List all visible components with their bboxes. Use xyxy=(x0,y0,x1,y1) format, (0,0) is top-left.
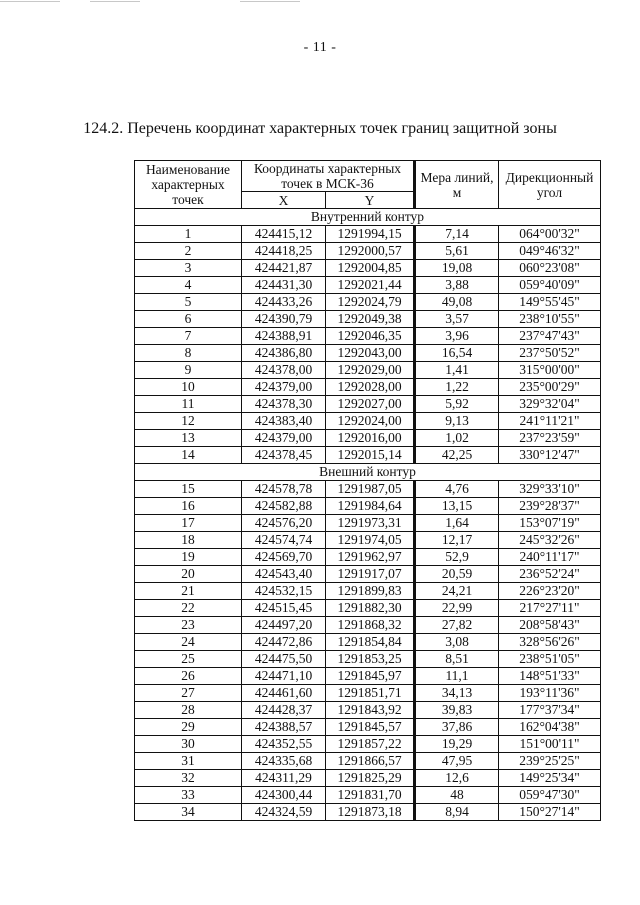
header-point-name: Наименование характерных точек xyxy=(135,161,242,209)
coord-y-cell: 1291973,31 xyxy=(326,515,415,532)
line-length-cell: 19,08 xyxy=(415,260,499,277)
table-row xyxy=(135,532,601,549)
coord-x-cell: 424390,79 xyxy=(242,311,326,328)
line-length-cell: 12,6 xyxy=(415,770,499,787)
direction-angle-cell: 328°56'26" xyxy=(499,634,601,651)
coordinates-table xyxy=(134,160,601,821)
table-row xyxy=(135,685,601,702)
point-number-cell: 1 xyxy=(135,226,242,243)
direction-angle-cell: 149°25'34" xyxy=(499,770,601,787)
table-row xyxy=(135,430,601,447)
point-number-cell: 31 xyxy=(135,753,242,770)
section-label: Внешний контур xyxy=(135,464,601,481)
coord-x-cell: 424578,78 xyxy=(242,481,326,498)
line-length-cell: 9,13 xyxy=(415,413,499,430)
coord-x-cell: 424475,50 xyxy=(242,651,326,668)
section-row xyxy=(135,464,601,481)
direction-angle-cell: 177°37'34" xyxy=(499,702,601,719)
table-row xyxy=(135,481,601,498)
point-number-cell: 13 xyxy=(135,430,242,447)
coord-x-cell: 424379,00 xyxy=(242,430,326,447)
coord-x-cell: 424324,59 xyxy=(242,804,326,821)
point-number-cell: 2 xyxy=(135,243,242,260)
coord-y-cell: 1291962,97 xyxy=(326,549,415,566)
table-row xyxy=(135,634,601,651)
table-row xyxy=(135,379,601,396)
point-number-cell: 12 xyxy=(135,413,242,430)
coord-x-cell: 424461,60 xyxy=(242,685,326,702)
coord-x-cell: 424543,40 xyxy=(242,566,326,583)
header-direction-angle: Дирекционный угол xyxy=(499,161,601,209)
point-number-cell: 25 xyxy=(135,651,242,668)
coord-x-cell: 424388,91 xyxy=(242,328,326,345)
coord-x-cell: 424386,80 xyxy=(242,345,326,362)
direction-angle-cell: 148°51'33" xyxy=(499,668,601,685)
line-length-cell: 7,14 xyxy=(415,226,499,243)
direction-angle-cell: 150°27'14" xyxy=(499,804,601,821)
coord-x-cell: 424515,45 xyxy=(242,600,326,617)
point-number-cell: 21 xyxy=(135,583,242,600)
coord-y-cell: 1291857,22 xyxy=(326,736,415,753)
line-length-cell: 5,61 xyxy=(415,243,499,260)
line-length-cell: 12,17 xyxy=(415,532,499,549)
table-row xyxy=(135,498,601,515)
coord-y-cell: 1292043,00 xyxy=(326,345,415,362)
coord-x-cell: 424378,00 xyxy=(242,362,326,379)
line-length-cell: 20,59 xyxy=(415,566,499,583)
direction-angle-cell: 245°32'26" xyxy=(499,532,601,549)
direction-angle-cell: 330°12'47" xyxy=(499,447,601,464)
direction-angle-cell: 329°33'10" xyxy=(499,481,601,498)
coord-x-cell: 424379,00 xyxy=(242,379,326,396)
coord-y-cell: 1291994,15 xyxy=(326,226,415,243)
direction-angle-cell: 151°00'11" xyxy=(499,736,601,753)
point-number-cell: 30 xyxy=(135,736,242,753)
table-row xyxy=(135,345,601,362)
coord-y-cell: 1291868,32 xyxy=(326,617,415,634)
coord-y-cell: 1291825,29 xyxy=(326,770,415,787)
coord-y-cell: 1292027,00 xyxy=(326,396,415,413)
coord-y-cell: 1292024,00 xyxy=(326,413,415,430)
coord-y-cell: 1291843,92 xyxy=(326,702,415,719)
line-length-cell: 16,54 xyxy=(415,345,499,362)
line-length-cell: 1,41 xyxy=(415,362,499,379)
table-row xyxy=(135,600,601,617)
point-number-cell: 34 xyxy=(135,804,242,821)
table-row xyxy=(135,583,601,600)
table-row xyxy=(135,787,601,804)
point-number-cell: 22 xyxy=(135,600,242,617)
table-row xyxy=(135,311,601,328)
direction-angle-cell: 239°28'37" xyxy=(499,498,601,515)
point-number-cell: 10 xyxy=(135,379,242,396)
coord-y-cell: 1292024,79 xyxy=(326,294,415,311)
table-row xyxy=(135,328,601,345)
coord-x-cell: 424418,25 xyxy=(242,243,326,260)
line-length-cell: 37,86 xyxy=(415,719,499,736)
coord-x-cell: 424582,88 xyxy=(242,498,326,515)
line-length-cell: 3,08 xyxy=(415,634,499,651)
coord-y-cell: 1291987,05 xyxy=(326,481,415,498)
point-number-cell: 27 xyxy=(135,685,242,702)
line-length-cell: 1,22 xyxy=(415,379,499,396)
coord-x-cell: 424431,30 xyxy=(242,277,326,294)
table-row xyxy=(135,515,601,532)
coord-x-cell: 424383,40 xyxy=(242,413,326,430)
direction-angle-cell: 059°40'09" xyxy=(499,277,601,294)
table-row xyxy=(135,413,601,430)
line-length-cell: 1,02 xyxy=(415,430,499,447)
direction-angle-cell: 237°23'59" xyxy=(499,430,601,447)
coord-y-cell: 1292028,00 xyxy=(326,379,415,396)
point-number-cell: 7 xyxy=(135,328,242,345)
table-row xyxy=(135,447,601,464)
line-length-cell: 3,88 xyxy=(415,277,499,294)
table-row xyxy=(135,651,601,668)
line-length-cell: 48 xyxy=(415,787,499,804)
point-number-cell: 16 xyxy=(135,498,242,515)
table-row xyxy=(135,617,601,634)
direction-angle-cell: 239°25'25" xyxy=(499,753,601,770)
point-number-cell: 20 xyxy=(135,566,242,583)
point-number-cell: 3 xyxy=(135,260,242,277)
table-row xyxy=(135,260,601,277)
line-length-cell: 39,83 xyxy=(415,702,499,719)
coord-y-cell: 1292015,14 xyxy=(326,447,415,464)
coord-x-cell: 424378,30 xyxy=(242,396,326,413)
coord-x-cell: 424569,70 xyxy=(242,549,326,566)
table-row xyxy=(135,753,601,770)
page-title: 124.2. Перечень координат характерных точек границ защитной зоны xyxy=(83,120,557,137)
direction-angle-cell: 226°23'20" xyxy=(499,583,601,600)
point-number-cell: 26 xyxy=(135,668,242,685)
coord-y-cell: 1292021,44 xyxy=(326,277,415,294)
coord-x-cell: 424335,68 xyxy=(242,753,326,770)
coord-x-cell: 424415,12 xyxy=(242,226,326,243)
direction-angle-cell: 059°47'30" xyxy=(499,787,601,804)
point-number-cell: 24 xyxy=(135,634,242,651)
coord-y-cell: 1292049,38 xyxy=(326,311,415,328)
coord-y-cell: 1292029,00 xyxy=(326,362,415,379)
coord-y-cell: 1292046,35 xyxy=(326,328,415,345)
direction-angle-cell: 237°50'52" xyxy=(499,345,601,362)
direction-angle-cell: 237°47'43" xyxy=(499,328,601,345)
coord-y-cell: 1292004,85 xyxy=(326,260,415,277)
table-row xyxy=(135,226,601,243)
header-coordinates: Координаты характерных точек в МСК-36 xyxy=(242,161,415,192)
line-length-cell: 47,95 xyxy=(415,753,499,770)
point-number-cell: 29 xyxy=(135,719,242,736)
coord-x-cell: 424300,44 xyxy=(242,787,326,804)
point-number-cell: 32 xyxy=(135,770,242,787)
point-number-cell: 11 xyxy=(135,396,242,413)
coord-x-cell: 424378,45 xyxy=(242,447,326,464)
coord-x-cell: 424472,86 xyxy=(242,634,326,651)
direction-angle-cell: 149°55'45" xyxy=(499,294,601,311)
table-row xyxy=(135,566,601,583)
direction-angle-cell: 329°32'04" xyxy=(499,396,601,413)
line-length-cell: 11,1 xyxy=(415,668,499,685)
point-number-cell: 28 xyxy=(135,702,242,719)
line-length-cell: 5,92 xyxy=(415,396,499,413)
header-x: X xyxy=(242,192,326,209)
line-length-cell: 42,25 xyxy=(415,447,499,464)
coord-x-cell: 424433,26 xyxy=(242,294,326,311)
coord-y-cell: 1291853,25 xyxy=(326,651,415,668)
coord-y-cell: 1291845,57 xyxy=(326,719,415,736)
table-row xyxy=(135,277,601,294)
direction-angle-cell: 238°51'05" xyxy=(499,651,601,668)
coord-y-cell: 1291974,05 xyxy=(326,532,415,549)
coord-y-cell: 1291866,57 xyxy=(326,753,415,770)
line-length-cell: 8,51 xyxy=(415,651,499,668)
point-number-cell: 6 xyxy=(135,311,242,328)
direction-angle-cell: 049°46'32" xyxy=(499,243,601,260)
table-row xyxy=(135,719,601,736)
direction-angle-cell: 240°11'17" xyxy=(499,549,601,566)
table-row xyxy=(135,549,601,566)
table-row xyxy=(135,668,601,685)
point-number-cell: 33 xyxy=(135,787,242,804)
direction-angle-cell: 217°27'11" xyxy=(499,600,601,617)
coord-y-cell: 1292000,57 xyxy=(326,243,415,260)
point-number-cell: 5 xyxy=(135,294,242,311)
line-length-cell: 13,15 xyxy=(415,498,499,515)
table-row xyxy=(135,243,601,260)
coord-x-cell: 424532,15 xyxy=(242,583,326,600)
table-row xyxy=(135,770,601,787)
coord-x-cell: 424428,37 xyxy=(242,702,326,719)
table-row xyxy=(135,736,601,753)
direction-angle-cell: 162°04'38" xyxy=(499,719,601,736)
line-length-cell: 34,13 xyxy=(415,685,499,702)
coord-y-cell: 1291854,84 xyxy=(326,634,415,651)
line-length-cell: 19,29 xyxy=(415,736,499,753)
line-length-cell: 1,64 xyxy=(415,515,499,532)
point-number-cell: 19 xyxy=(135,549,242,566)
point-number-cell: 8 xyxy=(135,345,242,362)
coord-x-cell: 424421,87 xyxy=(242,260,326,277)
coord-y-cell: 1291831,70 xyxy=(326,787,415,804)
direction-angle-cell: 238°10'55" xyxy=(499,311,601,328)
point-number-cell: 15 xyxy=(135,481,242,498)
coord-y-cell: 1291882,30 xyxy=(326,600,415,617)
coord-y-cell: 1292016,00 xyxy=(326,430,415,447)
table-row xyxy=(135,294,601,311)
table-row xyxy=(135,702,601,719)
line-length-cell: 49,08 xyxy=(415,294,499,311)
coord-x-cell: 424311,29 xyxy=(242,770,326,787)
coord-x-cell: 424352,55 xyxy=(242,736,326,753)
point-number-cell: 17 xyxy=(135,515,242,532)
section-label: Внутренний контур xyxy=(135,209,601,226)
point-number-cell: 4 xyxy=(135,277,242,294)
direction-angle-cell: 241°11'21" xyxy=(499,413,601,430)
point-number-cell: 23 xyxy=(135,617,242,634)
table-row xyxy=(135,362,601,379)
point-number-cell: 18 xyxy=(135,532,242,549)
coord-y-cell: 1291917,07 xyxy=(326,566,415,583)
line-length-cell: 27,82 xyxy=(415,617,499,634)
coord-x-cell: 424576,20 xyxy=(242,515,326,532)
page-number: - 11 - xyxy=(303,40,337,55)
direction-angle-cell: 153°07'19" xyxy=(499,515,601,532)
coord-y-cell: 1291873,18 xyxy=(326,804,415,821)
direction-angle-cell: 236°52'24" xyxy=(499,566,601,583)
point-number-cell: 9 xyxy=(135,362,242,379)
table-row xyxy=(135,396,601,413)
coord-y-cell: 1291851,71 xyxy=(326,685,415,702)
section-row xyxy=(135,209,601,226)
coord-x-cell: 424388,57 xyxy=(242,719,326,736)
direction-angle-cell: 060°23'08" xyxy=(499,260,601,277)
coord-y-cell: 1291845,97 xyxy=(326,668,415,685)
coord-x-cell: 424471,10 xyxy=(242,668,326,685)
line-length-cell: 22,99 xyxy=(415,600,499,617)
point-number-cell: 14 xyxy=(135,447,242,464)
top-edge-line xyxy=(0,0,640,3)
coord-y-cell: 1291899,83 xyxy=(326,583,415,600)
direction-angle-cell: 315°00'00" xyxy=(499,362,601,379)
header-y: Y xyxy=(326,192,415,209)
table-row xyxy=(135,804,601,821)
table-body xyxy=(135,209,601,821)
line-length-cell: 3,96 xyxy=(415,328,499,345)
coord-x-cell: 424497,20 xyxy=(242,617,326,634)
coord-y-cell: 1291984,64 xyxy=(326,498,415,515)
line-length-cell: 8,94 xyxy=(415,804,499,821)
coord-x-cell: 424574,74 xyxy=(242,532,326,549)
direction-angle-cell: 193°11'36" xyxy=(499,685,601,702)
line-length-cell: 3,57 xyxy=(415,311,499,328)
line-length-cell: 52,9 xyxy=(415,549,499,566)
header-line-length: Мера линий, м xyxy=(415,161,499,209)
direction-angle-cell: 208°58'43" xyxy=(499,617,601,634)
direction-angle-cell: 235°00'29" xyxy=(499,379,601,396)
line-length-cell: 4,76 xyxy=(415,481,499,498)
direction-angle-cell: 064°00'32" xyxy=(499,226,601,243)
line-length-cell: 24,21 xyxy=(415,583,499,600)
